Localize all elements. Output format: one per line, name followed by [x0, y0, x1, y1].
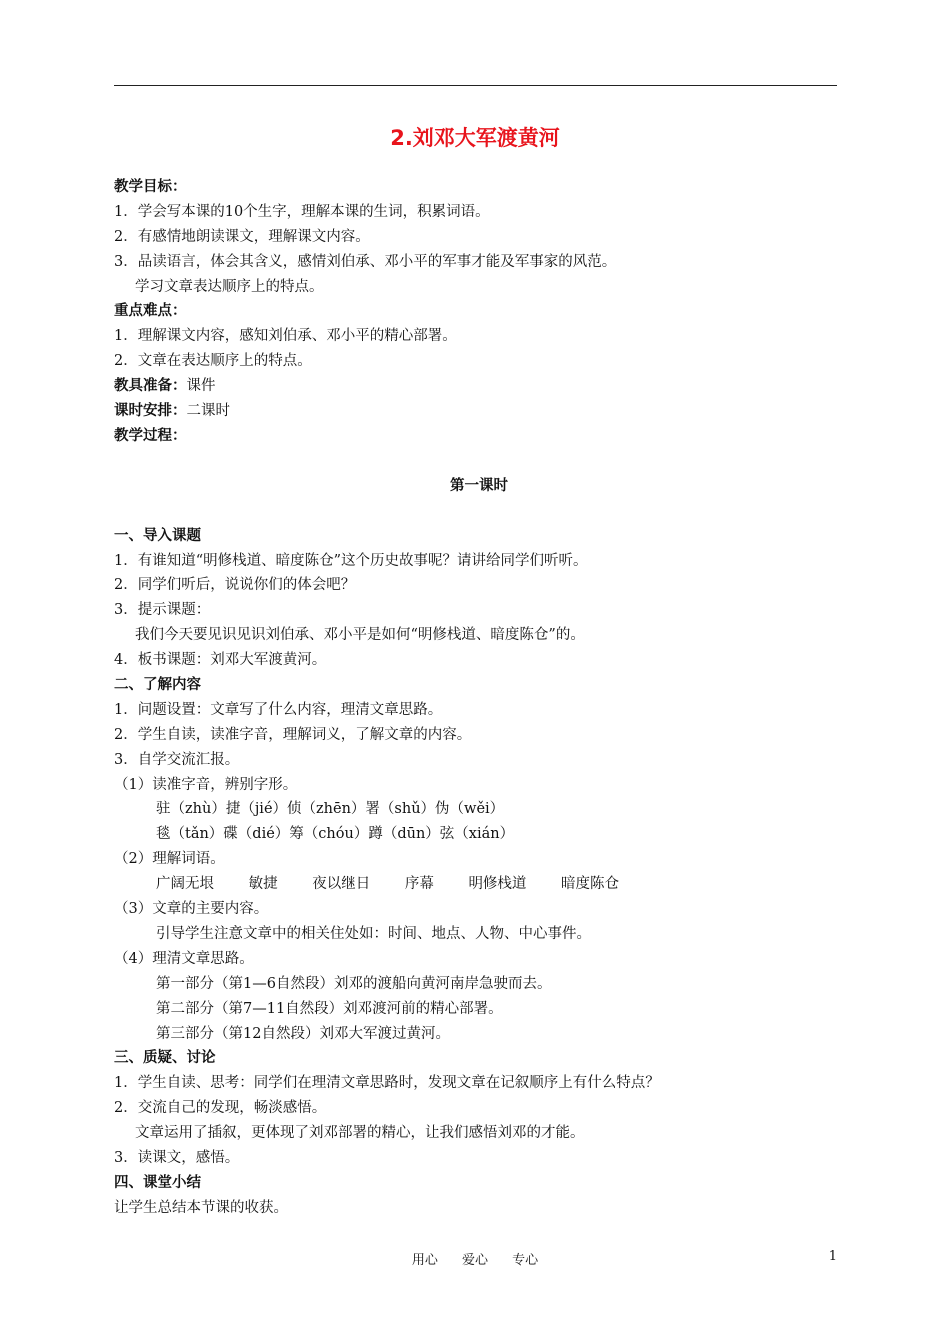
part2-line: （4）理清文章思路。 [114, 950, 254, 967]
vocab-line [114, 872, 844, 897]
part3-line: 3．读课文，感悟。 [114, 1149, 240, 1166]
part2-line: 引导学生注意文章中的相关住处如：时间、地点、人物、中心事件。 [156, 925, 591, 942]
part1-line: 4．板书课题：刘邓大军渡黄河。 [114, 652, 327, 669]
part1-line: 我们今天要见识见识刘伯承、邓小平是如何“明修栈道、暗度陈仓”的。 [135, 627, 585, 644]
schedule-value: 二课时 [186, 403, 230, 420]
objective-item: 3．品读语言，体会其含义，感情刘伯承、邓小平的军事才能及军事家的风范。 [114, 253, 617, 270]
footer-word: 专心 [512, 1253, 539, 1268]
tools-value: 课件 [186, 378, 216, 395]
tools-line [114, 374, 844, 399]
part1-line: 1．有谁知道“明修栈道、暗度陈仓”这个历史故事呢？请讲给同学们听听。 [114, 552, 588, 569]
vocab-word: 广阔无垠 [156, 876, 214, 893]
schedule-label: 课时安排： [114, 403, 187, 420]
keypoint-item: 1．理解课文内容，感知刘伯承、邓小平的精心部署。 [114, 328, 457, 345]
tools-label: 教具准备： [114, 378, 187, 395]
vocab-word: 明修栈道 [468, 876, 527, 893]
part2-line: 3．自学交流汇报。 [114, 751, 240, 768]
pinyin-line: 驻（zhù）捷（jié）侦（zhēn）署（shǔ）伪（wěi） [156, 801, 505, 818]
part2-line: （2）理解词语。 [114, 851, 225, 868]
footer-word: 爱心 [461, 1253, 488, 1268]
objective-item: 2．有感情地朗读课文，理解课文内容。 [114, 228, 370, 245]
part4-line: 让学生总结本节课的收获。 [114, 1199, 288, 1216]
part1-line: 2．同学们听后，说说你们的体会吧？ [114, 577, 356, 594]
part2-line: 1．问题设置：文章写了什么内容，理清文章思路。 [114, 701, 443, 718]
part2-line: 第二部分（第7—11自然段）刘邓渡河前的精心部署。 [156, 1000, 503, 1017]
process-heading: 教学过程： [114, 427, 187, 444]
vocab-word: 夜以继日 [312, 876, 371, 893]
part2-line: 第三部分（第12自然段）刘邓大军渡过黄河。 [156, 1025, 450, 1042]
objective-item: 1．学会写本课的10个生字，理解本课的生词，积累词语。 [114, 203, 490, 220]
part2-line: 第一部分（第1—6自然段）刘邓的渡船向黄河南岸急驶而去。 [156, 975, 552, 992]
part3-line: 2．交流自己的发现，畅淡感悟。 [114, 1100, 327, 1117]
part1-line: 3．提示课题： [114, 602, 211, 619]
document-body [114, 175, 844, 1221]
part3-line: 文章运用了插叙，更体现了刘邓部署的精心，让我们感悟刘邓的才能。 [135, 1125, 585, 1142]
part3-line: 1．学生自读、思考：同学们在理清文章思路时，发现文章在记叙顺序上有什么特点？ [114, 1075, 660, 1092]
keypoint-item: 2．文章在表达顺序上的特点。 [114, 353, 312, 370]
objectives-heading: 教学目标： [114, 179, 187, 195]
schedule-line [114, 399, 844, 424]
part2-line: （1）读准字音，辨别字形。 [114, 776, 298, 793]
part1-heading: 一、导入课题 [114, 527, 201, 544]
header-rule [114, 85, 837, 86]
part2-heading: 二、了解内容 [114, 677, 201, 694]
pinyin-line: 毯（tǎn）碟（dié）筹（chóu）蹲（dūn）弦（xián） [156, 826, 515, 843]
keypoints-heading: 重点难点： [114, 303, 187, 320]
footer-word: 用心 [411, 1253, 438, 1268]
part3-heading: 三、质疑、讨论 [114, 1050, 216, 1067]
part4-heading: 四、课堂小结 [114, 1174, 201, 1191]
lesson-title: 第一课时 [450, 477, 508, 494]
page-number: 1 [828, 1249, 837, 1264]
vocab-word: 暗度陈仓 [561, 876, 620, 893]
page-footer [0, 1249, 950, 1268]
part2-line: （3）文章的主要内容。 [114, 901, 269, 918]
page-title: 2.刘邓大军渡黄河 [390, 126, 560, 150]
vocab-word: 敏捷 [248, 876, 278, 893]
objective-continuation: 学习文章表达顺序上的特点。 [135, 278, 324, 295]
part2-line: 2．学生自读，读准字音，理解词义，了解文章的内容。 [114, 726, 472, 743]
vocab-word: 序幕 [404, 876, 434, 893]
